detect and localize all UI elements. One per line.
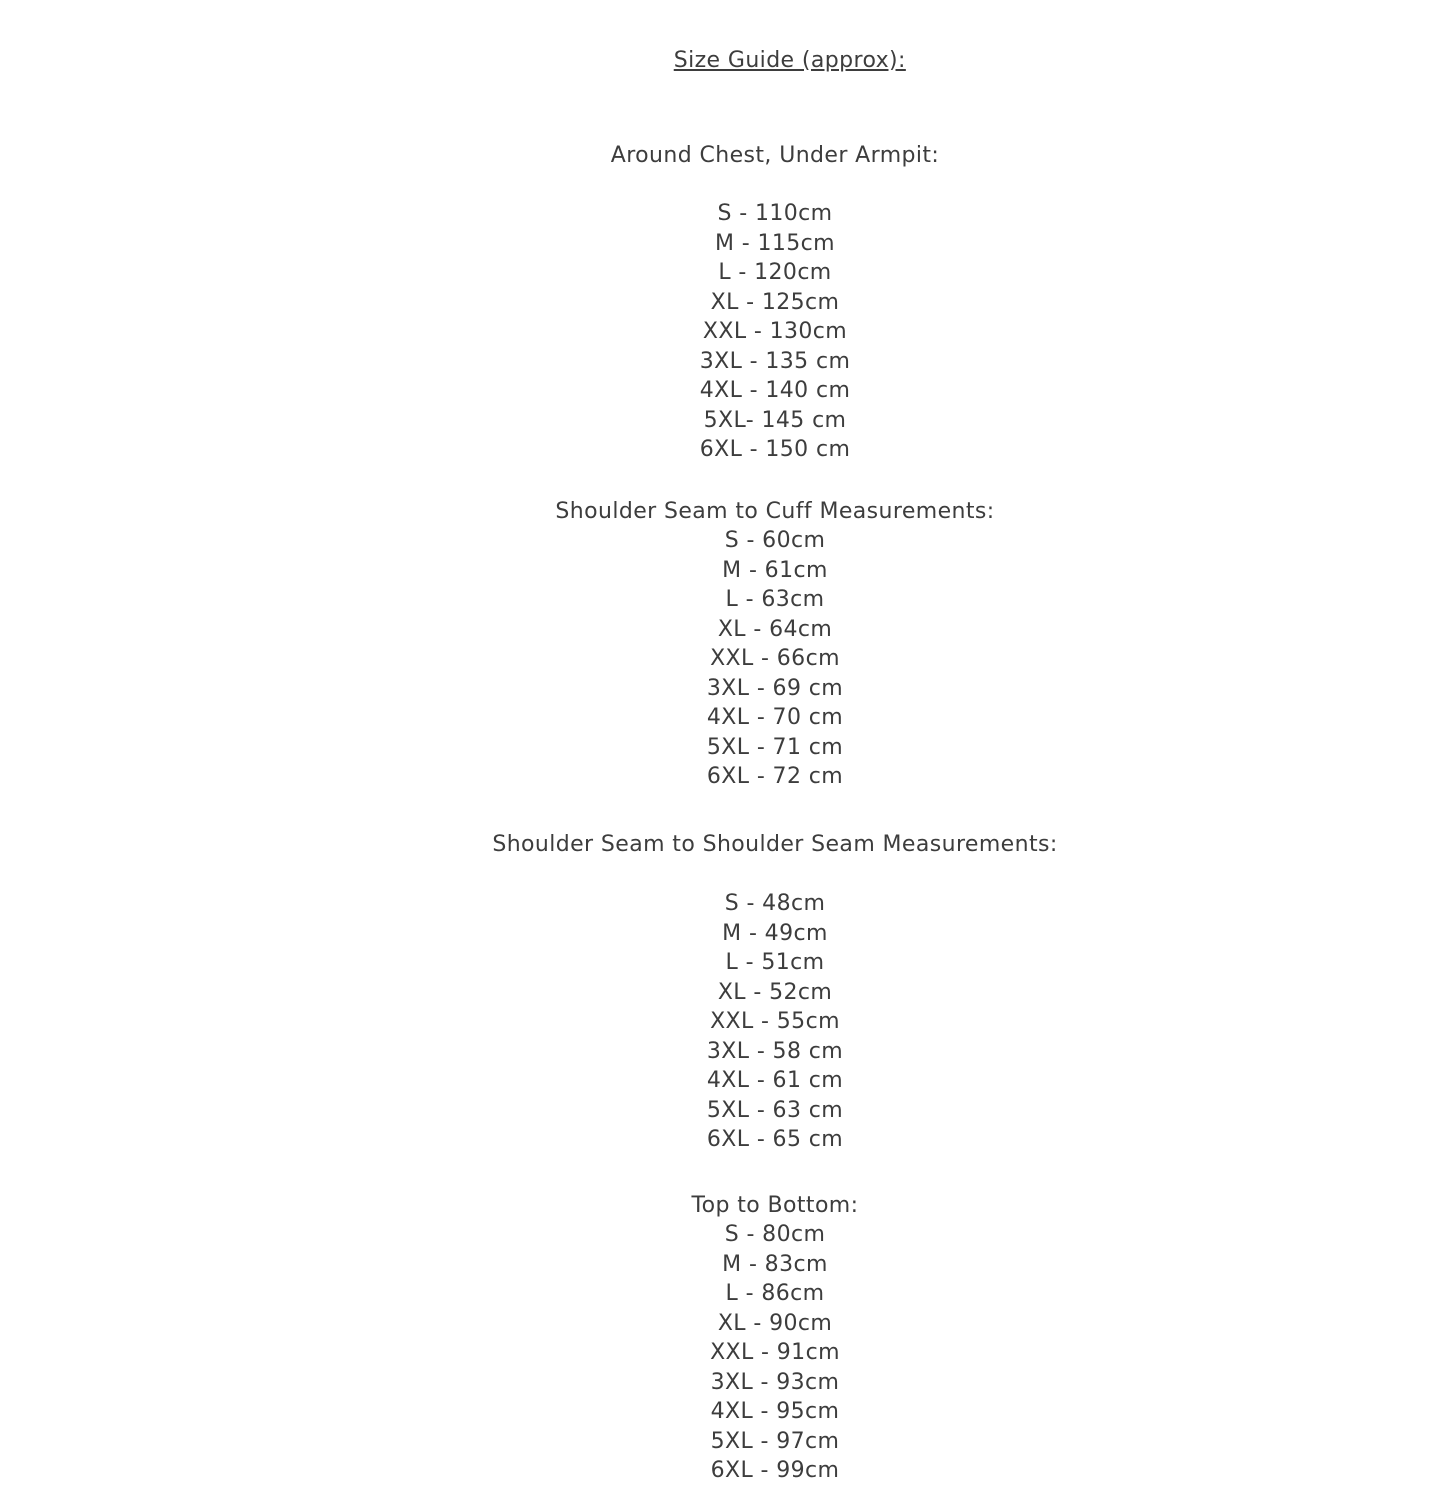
size-item: 4XL - 70 cm	[706, 705, 844, 730]
size-list	[105, 1220, 1445, 1486]
size-item: XXL - 91cm	[710, 1340, 840, 1365]
size-item: 3XL - 58 cm	[706, 1038, 844, 1064]
size-item: L - 63cm	[725, 587, 825, 612]
page-title-text: Size Guide (approx):	[673, 47, 906, 73]
size-item: M - 83cm	[722, 1251, 828, 1277]
size-item: S - 60cm	[724, 528, 826, 553]
size-item: M - 115cm	[714, 230, 836, 256]
size-item: 6XL - 65 cm	[706, 1127, 844, 1152]
size-list	[105, 889, 1445, 1155]
section-heading: Around Chest, Under Armpit:	[610, 142, 940, 168]
size-item: 5XL - 97cm	[710, 1428, 840, 1454]
size-item: 6XL - 72 cm	[706, 764, 844, 789]
size-item: L - 120cm	[718, 260, 832, 285]
size-item: S - 48cm	[724, 891, 826, 916]
section-top-to-bottom	[105, 1191, 1445, 1486]
size-list	[105, 526, 1445, 792]
section-shoulder-to-shoulder	[105, 830, 1445, 1155]
section-heading: Shoulder Seam to Shoulder Seam Measurements:	[492, 831, 1058, 857]
size-item: XL - 90cm	[717, 1310, 833, 1336]
size-item: L - 86cm	[725, 1281, 825, 1306]
size-item: S - 80cm	[724, 1222, 826, 1247]
size-item: 5XL - 71 cm	[706, 734, 844, 760]
section-heading: Shoulder Seam to Cuff Measurements:	[555, 498, 995, 524]
size-item: 4XL - 61 cm	[706, 1068, 844, 1093]
size-item: 5XL - 63 cm	[706, 1097, 844, 1123]
size-list	[105, 199, 1445, 465]
size-item: XL - 64cm	[717, 616, 833, 642]
size-item: 4XL - 140 cm	[699, 378, 851, 403]
size-item: M - 49cm	[722, 920, 828, 946]
size-item: 3XL - 69 cm	[706, 675, 844, 701]
size-item: S - 110cm	[717, 201, 833, 226]
size-item: L - 51cm	[725, 950, 825, 975]
page-title	[105, 16, 1445, 105]
section-around-chest	[105, 141, 1445, 465]
size-item: XL - 52cm	[717, 979, 833, 1005]
size-item: XXL - 55cm	[710, 1009, 840, 1034]
section-heading: Top to Bottom:	[691, 1192, 859, 1218]
size-item: M - 61cm	[722, 557, 828, 583]
size-item: 3XL - 93cm	[710, 1369, 840, 1395]
size-item: 5XL- 145 cm	[703, 407, 847, 433]
section-shoulder-to-cuff	[105, 497, 1445, 792]
size-item: 4XL - 95cm	[710, 1399, 840, 1424]
size-item: XXL - 66cm	[710, 646, 840, 671]
size-item: 6XL - 150 cm	[699, 437, 851, 462]
size-item: 6XL - 99cm	[710, 1458, 840, 1483]
size-item: 3XL - 135 cm	[699, 348, 851, 374]
size-item: XL - 125cm	[710, 289, 840, 315]
size-item: XXL - 130cm	[702, 319, 848, 344]
